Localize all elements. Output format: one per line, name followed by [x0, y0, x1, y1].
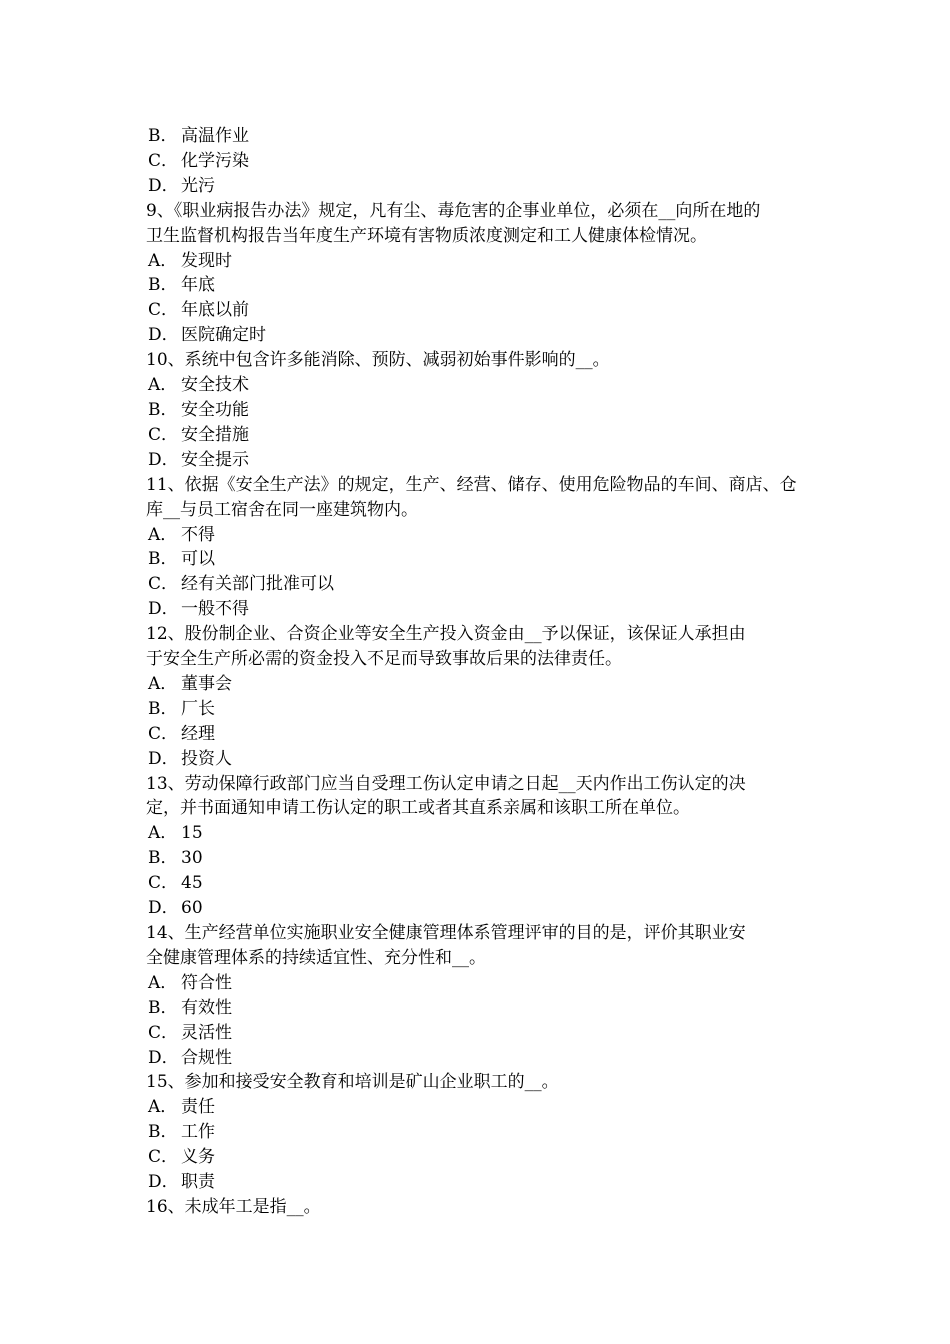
- answer-option: [146, 1021, 811, 1046]
- option-text: 一般不得: [181, 599, 249, 620]
- option-letter: D．: [148, 898, 179, 919]
- option-letter: A．: [148, 823, 178, 844]
- answer-option: [146, 523, 811, 548]
- option-text: 义务: [181, 1147, 215, 1168]
- option-text: 高温作业: [181, 126, 249, 146]
- option-text: 45: [181, 873, 203, 894]
- option-text: 厂长: [181, 698, 215, 719]
- option-text: 可以: [181, 549, 215, 570]
- option-letter: C．: [148, 300, 179, 321]
- question-text-line: 全健康管理体系的持续适宜性、充分性和__。: [146, 947, 486, 968]
- option-text: 职责: [181, 1172, 215, 1193]
- option-text: 灵活性: [181, 1022, 232, 1043]
- answer-option: [146, 572, 811, 597]
- option-text: 医院确定时: [181, 325, 266, 346]
- answer-option: [146, 1145, 811, 1170]
- option-text: 投资人: [181, 748, 232, 769]
- option-text: 年底: [181, 275, 215, 296]
- answer-option-lead: [146, 149, 811, 174]
- option-letter: D．: [148, 1047, 179, 1068]
- option-text: 经理: [181, 723, 215, 744]
- question-text-line: 9、《职业病报告办法》规定，凡有尘、毒危害的企事业单位，必须在__向所在地的: [146, 200, 761, 221]
- answer-option: [146, 249, 811, 274]
- option-letter: A．: [148, 524, 178, 545]
- question-text-line: 12、股份制企业、合资企业等安全生产投入资金由__予以保证，该保证人承担由: [146, 624, 746, 645]
- option-letter: C．: [148, 723, 179, 744]
- option-letter: D．: [148, 175, 179, 196]
- option-text: 有效性: [181, 997, 232, 1018]
- exam-question-list: [146, 124, 811, 1220]
- answer-option: [146, 971, 811, 996]
- answer-option: [146, 398, 811, 423]
- answer-option: [146, 722, 811, 747]
- option-letter: B．: [148, 549, 178, 570]
- option-letter: D．: [148, 325, 179, 346]
- option-letter: B．: [148, 126, 178, 146]
- option-text: 不得: [181, 524, 215, 545]
- option-letter: A．: [148, 250, 178, 271]
- answer-option: [146, 1046, 811, 1071]
- option-text: 安全技术: [181, 375, 249, 396]
- answer-option-lead: [146, 124, 811, 149]
- option-letter: B．: [148, 275, 178, 296]
- answer-option: [146, 597, 811, 622]
- answer-option-lead: [146, 174, 811, 199]
- question-text-line: 卫生监督机构报告当年度生产环境有害物质浓度测定和工人健康体检情况。: [146, 225, 707, 246]
- option-letter: C．: [148, 1147, 179, 1168]
- option-letter: A．: [148, 972, 178, 993]
- answer-option: [146, 996, 811, 1021]
- answer-option: [146, 448, 811, 473]
- question-text-line: 于安全生产所必需的资金投入不足而导致事故后果的法律责任。: [146, 649, 622, 670]
- option-letter: D．: [148, 599, 179, 620]
- question-text-line: 15、参加和接受安全教育和培训是矿山企业职工的__。: [146, 1072, 559, 1093]
- option-text: 符合性: [181, 972, 232, 993]
- option-text: 60: [181, 898, 203, 919]
- option-text: 光污: [181, 175, 215, 196]
- option-letter: C．: [148, 1022, 179, 1043]
- option-letter: C．: [148, 150, 179, 171]
- answer-option: [146, 1095, 811, 1120]
- option-text: 合规性: [181, 1047, 232, 1068]
- option-letter: A．: [148, 673, 178, 694]
- option-letter: D．: [148, 748, 179, 769]
- answer-option: [146, 871, 811, 896]
- answer-option: [146, 896, 811, 921]
- question-text-line: 13、劳动保障行政部门应当自受理工伤认定申请之日起__天内作出工伤认定的决: [146, 773, 746, 794]
- option-letter: A．: [148, 1097, 178, 1118]
- answer-option: [146, 298, 811, 323]
- answer-option: [146, 821, 811, 846]
- option-letter: C．: [148, 574, 179, 595]
- option-letter: B．: [148, 1122, 178, 1143]
- option-letter: C．: [148, 424, 179, 445]
- answer-option: [146, 846, 811, 871]
- option-text: 工作: [181, 1122, 215, 1143]
- option-text: 化学污染: [181, 150, 249, 171]
- option-text: 经有关部门批准可以: [181, 574, 334, 595]
- answer-option: [146, 747, 811, 772]
- answer-option: [146, 323, 811, 348]
- question-text-line: 库__与员工宿舍在同一座建筑物内。: [146, 499, 418, 520]
- option-letter: B．: [148, 848, 178, 869]
- answer-option: [146, 273, 811, 298]
- question-text-line: 16、未成年工是指__。: [146, 1196, 321, 1217]
- answer-option: [146, 1170, 811, 1195]
- question-text-line: 10、系统中包含许多能消除、预防、减弱初始事件影响的__。: [146, 350, 610, 371]
- option-text: 15: [181, 823, 203, 844]
- option-letter: B．: [148, 997, 178, 1018]
- option-text: 安全功能: [181, 399, 249, 420]
- option-text: 年底以前: [181, 300, 249, 321]
- option-letter: D．: [148, 449, 179, 470]
- option-letter: C．: [148, 873, 179, 894]
- question-text-line: 14、生产经营单位实施职业安全健康管理体系管理评审的目的是，评价其职业安: [146, 923, 746, 943]
- option-text: 安全措施: [181, 424, 249, 445]
- question-text-line: 11、依据《安全生产法》的规定，生产、经营、储存、使用危险物品的车间、商店、仓: [146, 474, 797, 495]
- option-text: 责任: [181, 1097, 215, 1118]
- option-letter: D．: [148, 1172, 179, 1193]
- option-text: 发现时: [181, 250, 232, 271]
- answer-option: [146, 423, 811, 448]
- answer-option: [146, 672, 811, 697]
- option-text: 董事会: [181, 673, 232, 694]
- option-letter: A．: [148, 375, 178, 396]
- answer-option: [146, 373, 811, 398]
- option-letter: B．: [148, 698, 178, 719]
- option-text: 安全提示: [181, 449, 249, 470]
- option-text: 30: [181, 848, 203, 869]
- question-text-line: 定，并书面通知申请工伤认定的职工或者其直系亲属和该职工所在单位。: [146, 798, 690, 819]
- answer-option: [146, 1120, 811, 1145]
- answer-option: [146, 547, 811, 572]
- answer-option: [146, 697, 811, 722]
- option-letter: B．: [148, 399, 178, 420]
